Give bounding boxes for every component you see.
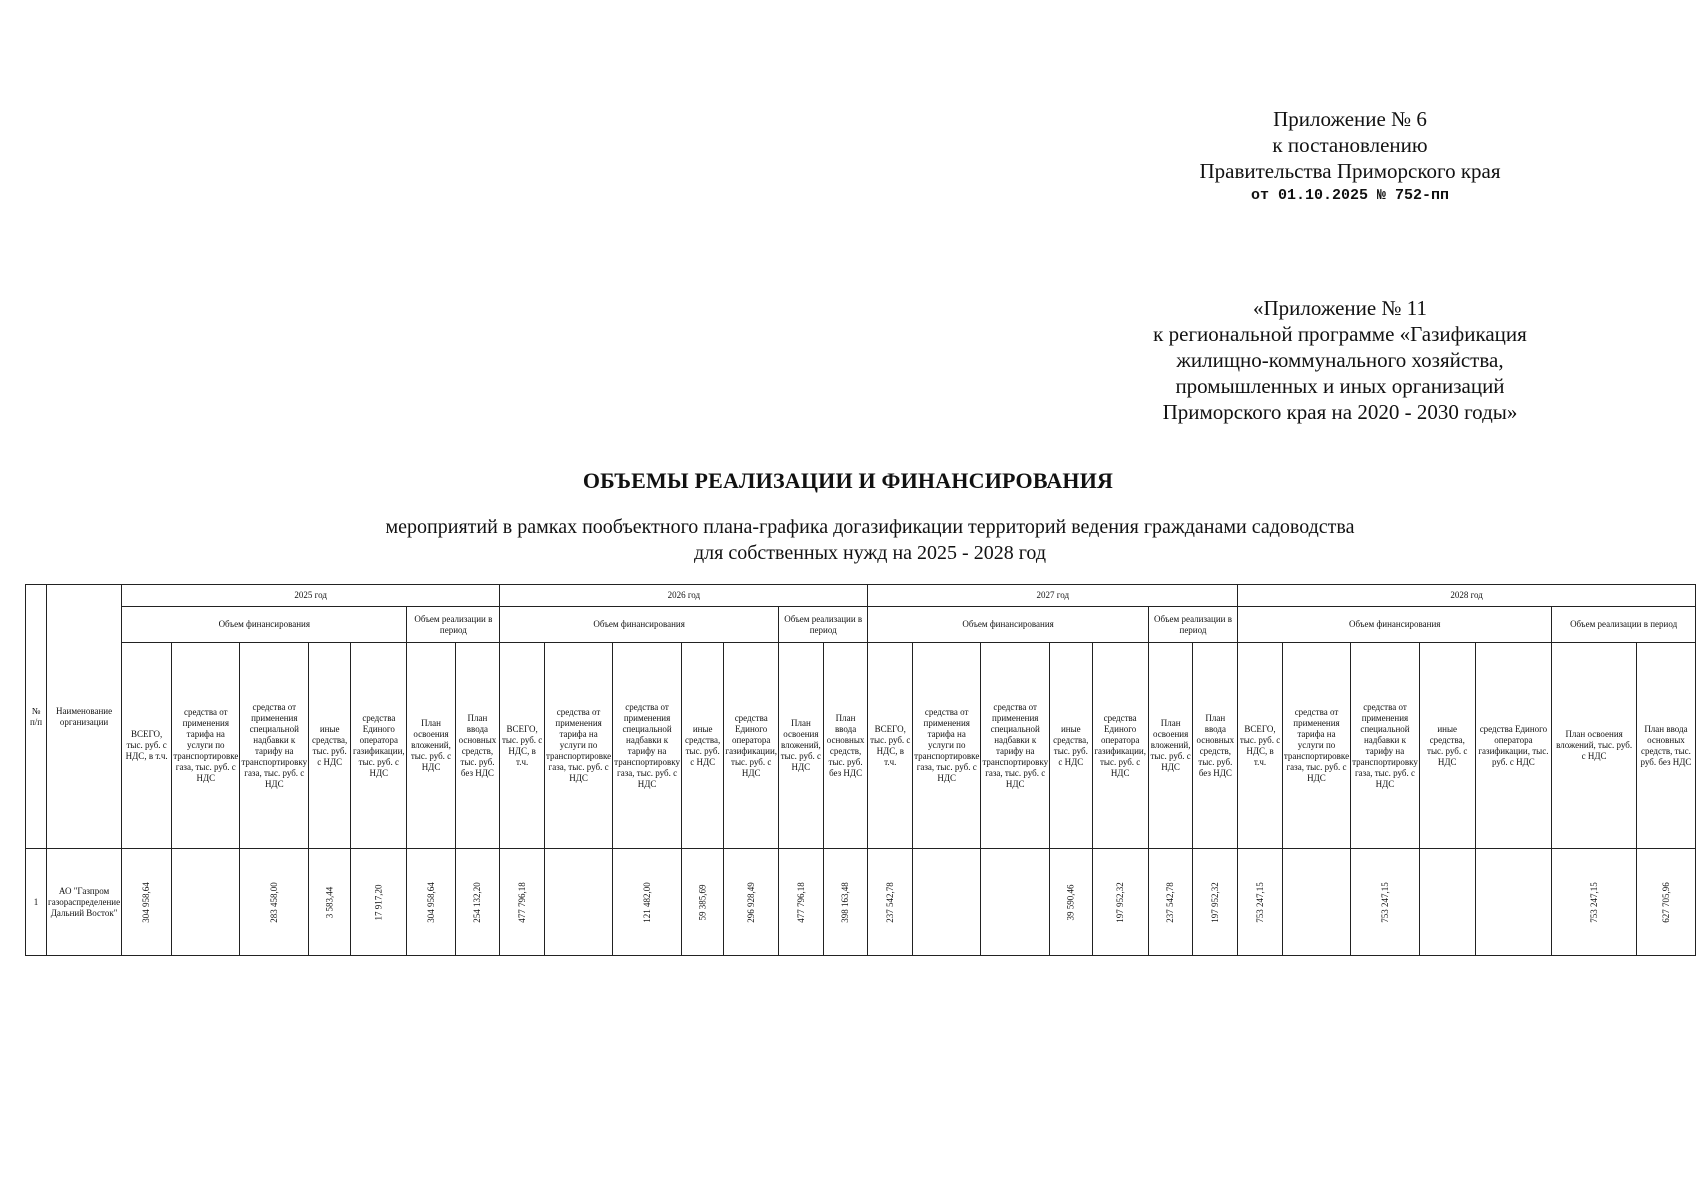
realization-group-header: Объем реализации в период	[1552, 607, 1696, 643]
subheader-cell: средства от применения специальной надбавки к тарифу на транспортировку газа, тыс. руб. с НДС	[981, 643, 1050, 849]
appendix-6-header	[1150, 106, 1550, 206]
subheader-row	[26, 643, 1696, 849]
appendix-6-line: к постановлению	[1272, 133, 1428, 157]
financing-group-header: Объем финансирования	[122, 607, 407, 643]
subheader-cell: средства Единого оператора газификации, тыс. руб. с НДС	[1475, 643, 1552, 849]
value-cell	[351, 849, 407, 956]
value-cell	[1351, 849, 1420, 956]
document-title: ОБЪЕМЫ РЕАЛИЗАЦИИ И ФИНАНСИРОВАНИЯ	[582, 468, 1114, 493]
col-name-header: Наименование организации	[47, 585, 122, 849]
value-cell	[1282, 849, 1350, 956]
value-text: 398 163,48	[840, 881, 851, 923]
value-text: 753 247,15	[1379, 881, 1390, 923]
subheader-cell: средства от применения специальной надбавки к тарифу на транспортировку газа, тыс. руб. с НДС	[1351, 643, 1420, 849]
value-cell	[1238, 849, 1283, 956]
value-text: 39 590,46	[1065, 884, 1076, 920]
financing-table	[25, 584, 1696, 956]
year-header: 2025 год	[122, 585, 500, 607]
subheader-cell: ВСЕГО, тыс. руб. с НДС, в т.ч.	[500, 643, 545, 849]
subheader-cell: иные средства, тыс. руб. с НДС	[309, 643, 351, 849]
subheader-cell: иные средства, тыс. руб. с НДС	[1419, 643, 1475, 849]
subheader-cell: средства от применения тарифа на услуги по транспортировке газа, тыс. руб. с НДС	[544, 643, 612, 849]
subheader-cell: План ввода основных средств, тыс. руб. без НДС	[823, 643, 868, 849]
value-cell	[1419, 849, 1475, 956]
value-text: 17 917,20	[373, 884, 384, 920]
value-cell	[613, 849, 682, 956]
year-header-row	[26, 585, 1696, 607]
value-cell	[868, 849, 913, 956]
value-cell	[122, 849, 172, 956]
value-cell	[1092, 849, 1148, 956]
value-cell	[309, 849, 351, 956]
subheader-cell: средства от применения тарифа на услуги по транспортировке газа, тыс. руб. с НДС	[1282, 643, 1350, 849]
value-cell	[544, 849, 612, 956]
year-header: 2026 год	[500, 585, 868, 607]
value-text: 477 796,18	[795, 881, 806, 923]
value-cell	[407, 849, 455, 956]
subheader-cell: ВСЕГО, тыс. руб. с НДС, в т.ч.	[122, 643, 172, 849]
appendix-6-line: Приложение № 6	[1273, 107, 1427, 131]
value-cell	[681, 849, 723, 956]
subtitle-line: мероприятий в рамках пообъектного плана-графика догазификации территорий ведения гражданами садоводства	[385, 516, 1355, 538]
value-cell	[500, 849, 545, 956]
value-text: 197 952,32	[1114, 881, 1125, 923]
value-cell	[913, 849, 981, 956]
subheader-cell: План ввода основных средств, тыс. руб. без НДС	[1193, 643, 1238, 849]
value-cell	[823, 849, 868, 956]
realization-group-header: Объем реализации в период	[407, 607, 500, 643]
subtitle-line: для собственных нужд на 2025 - 2028 год	[693, 542, 1047, 564]
value-text: 477 796,18	[516, 881, 527, 923]
value-cell	[1148, 849, 1193, 956]
decree-date: от 01.10.2025 № 752-пп	[1250, 187, 1450, 204]
value-cell	[981, 849, 1050, 956]
value-cell	[455, 849, 500, 956]
financing-group-header: Объем финансирования	[1238, 607, 1552, 643]
value-text: 121 482,00	[641, 881, 652, 923]
value-cell	[172, 849, 240, 956]
value-text: 197 952,32	[1209, 881, 1220, 923]
row-number: 1	[26, 849, 47, 956]
value-text: 237 542,78	[1165, 881, 1176, 923]
subheader-cell: средства от применения специальной надбавки к тарифу на транспортировку газа, тыс. руб. с НДС	[613, 643, 682, 849]
value-cell	[1636, 849, 1695, 956]
value-text: 59 385,69	[697, 884, 708, 920]
value-cell	[1193, 849, 1238, 956]
col-num-header: № п/п	[26, 585, 47, 849]
value-cell	[779, 849, 824, 956]
value-cell	[724, 849, 779, 956]
value-cell	[1050, 849, 1092, 956]
value-cell	[1475, 849, 1552, 956]
group-header-row	[26, 607, 1696, 643]
organization-name: АО "Газпром газораспределение Дальний Восток"	[47, 849, 122, 956]
value-text: 254 132,20	[471, 881, 482, 923]
appendix-6-line: Правительства Приморского края	[1199, 159, 1501, 183]
appendix-11-line: Приморского края на 2020 - 2030 годы»	[1162, 400, 1518, 424]
subheader-cell: План освоения вложений, тыс. руб. с НДС	[1148, 643, 1193, 849]
subheader-cell: ВСЕГО, тыс. руб. с НДС, в т.ч.	[868, 643, 913, 849]
subheader-cell: ВСЕГО, тыс. руб. с НДС, в т.ч.	[1238, 643, 1283, 849]
appendix-11-line: к региональной программе «Газификация	[1153, 322, 1527, 346]
subheader-cell: средства Единого оператора газификации, тыс. руб. с НДС	[724, 643, 779, 849]
value-text: 304 958,64	[425, 881, 436, 923]
financing-group-header: Объем финансирования	[500, 607, 779, 643]
value-cell	[1552, 849, 1637, 956]
subheader-cell: План освоения вложений, тыс. руб. с НДС	[407, 643, 455, 849]
subheader-cell: План освоения вложений, тыс. руб. с НДС	[779, 643, 824, 849]
appendix-11-header	[1090, 295, 1590, 425]
value-text: 753 247,15	[1588, 881, 1599, 923]
value-cell	[240, 849, 309, 956]
subheader-cell: иные средства, тыс. руб. с НДС	[681, 643, 723, 849]
financing-group-header: Объем финансирования	[868, 607, 1148, 643]
appendix-11-line: «Приложение № 11	[1253, 296, 1427, 320]
subheader-cell: План ввода основных средств, тыс. руб. без НДС	[455, 643, 500, 849]
value-text: 237 542,78	[884, 881, 895, 923]
realization-group-header: Объем реализации в период	[779, 607, 868, 643]
document-subtitle	[300, 514, 1440, 566]
value-text: 3 583,44	[324, 886, 335, 918]
value-text: 627 705,96	[1660, 881, 1671, 923]
subheader-cell: средства Единого оператора газификации, тыс. руб. с НДС	[1092, 643, 1148, 849]
appendix-11-line: жилищно-коммунального хозяйства,	[1176, 348, 1504, 372]
year-header: 2027 год	[868, 585, 1238, 607]
subheader-cell: средства от применения специальной надбавки к тарифу на транспортировку газа, тыс. руб. с НДС	[240, 643, 309, 849]
realization-group-header: Объем реализации в период	[1148, 607, 1237, 643]
value-text: 753 247,15	[1254, 881, 1265, 923]
subheader-cell: средства Единого оператора газификации, тыс. руб. с НДС	[351, 643, 407, 849]
appendix-11-line: промышленных и иных организаций	[1175, 374, 1505, 398]
subheader-cell: средства от применения тарифа на услуги по транспортировке газа, тыс. руб. с НДС	[913, 643, 981, 849]
subheader-cell: иные средства, тыс. руб. с НДС	[1050, 643, 1092, 849]
value-text: 296 928,49	[745, 881, 756, 923]
table-row	[26, 849, 1696, 956]
value-text: 283 458,00	[268, 881, 279, 923]
year-header: 2028 год	[1238, 585, 1696, 607]
value-text: 304 958,64	[141, 881, 152, 923]
subheader-cell: средства от применения тарифа на услуги по транспортировке газа, тыс. руб. с НДС	[172, 643, 240, 849]
subheader-cell: План ввода основных средств, тыс. руб. без НДС	[1636, 643, 1695, 849]
subheader-cell: План освоения вложений, тыс. руб. с НДС	[1552, 643, 1637, 849]
